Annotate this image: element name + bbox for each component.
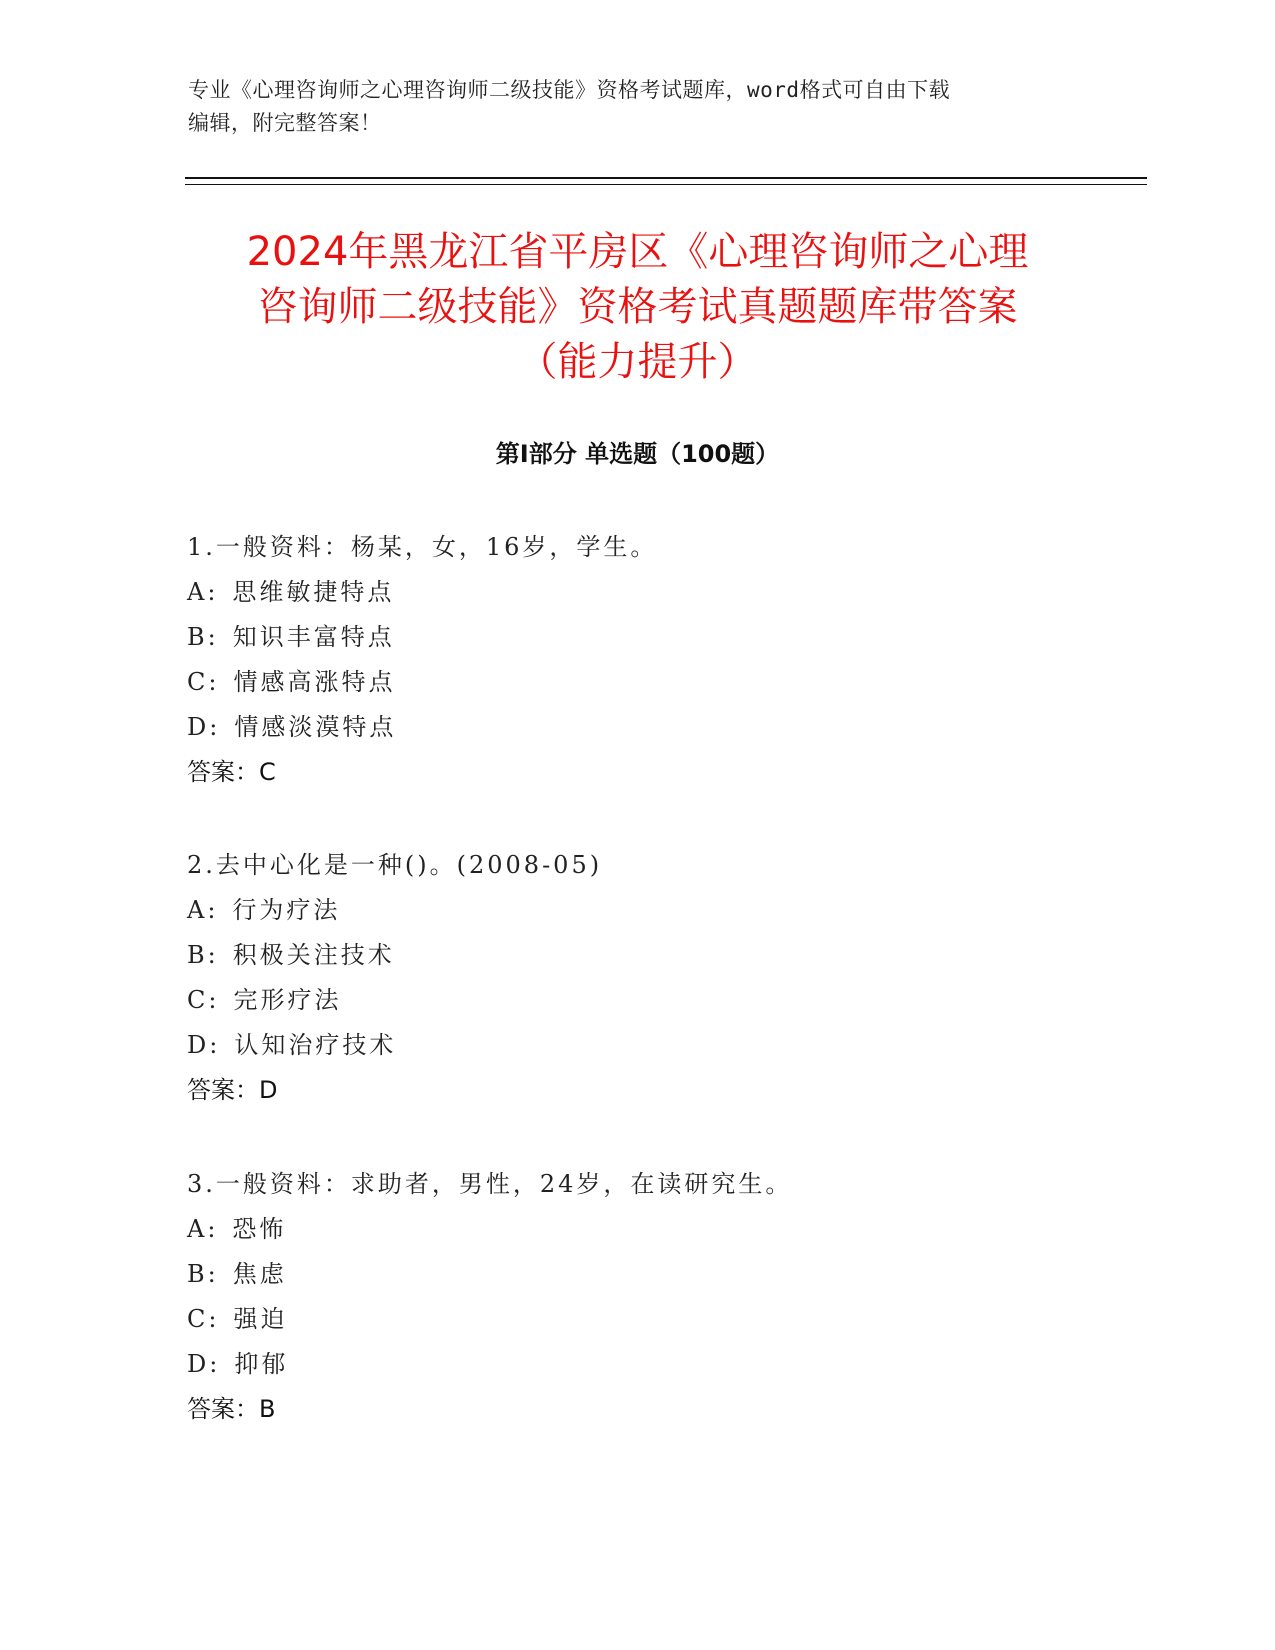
question-stem: 2.去中心化是一种()。(2008-05): [187, 851, 603, 879]
option-text: 行为疗法: [232, 896, 341, 924]
option-text: 恐怖: [232, 1215, 287, 1243]
option-b: [187, 933, 1087, 978]
answer: 答案：B: [187, 1395, 276, 1423]
option-label: C:: [187, 1305, 220, 1333]
option-text: 强迫: [233, 1305, 288, 1333]
option-a: [187, 570, 1087, 615]
option-label: B:: [187, 623, 219, 651]
option-label: D:: [187, 713, 221, 741]
question-stem: 1.一般资料：杨某，女，16岁，学生。: [187, 533, 658, 561]
header-divider-thick: [185, 177, 1147, 179]
option-text: 情感淡漠特点: [234, 713, 397, 741]
option-text: 焦虑: [232, 1260, 287, 1288]
option-label: D:: [187, 1350, 221, 1378]
option-d: [187, 1023, 1087, 1068]
question-3: [187, 1162, 1087, 1432]
header-note-line-1: 专业《心理咨询师之心理咨询师二级技能》资格考试题库，word格式可自由下载: [188, 78, 951, 102]
option-text: 思维敏捷特点: [232, 578, 395, 606]
option-c: [187, 978, 1087, 1023]
header-note-line-2: 编辑，附完整答案！: [188, 111, 382, 135]
question-1: [187, 525, 1087, 795]
option-c: [187, 660, 1087, 705]
option-a: [187, 1207, 1087, 1252]
section-heading: 第Ⅰ部分 单选题（100题）: [495, 440, 780, 468]
option-text: 认知治疗技术: [234, 1031, 397, 1059]
option-label: B:: [187, 1260, 219, 1288]
option-label: A:: [187, 578, 219, 606]
option-label: A:: [187, 896, 219, 924]
document-title-line-1: 2024年黑龙江省平房区《心理咨询师之心理: [246, 229, 1029, 275]
option-b: [187, 615, 1087, 660]
option-text: 知识丰富特点: [232, 623, 395, 651]
option-text: 情感高涨特点: [233, 668, 396, 696]
option-label: B:: [187, 941, 219, 969]
answer: 答案：D: [187, 1076, 278, 1104]
header-divider-thin: [185, 184, 1147, 185]
option-label: C:: [187, 668, 220, 696]
option-label: A:: [187, 1215, 219, 1243]
option-label: C:: [187, 986, 220, 1014]
document-title-line-2: 咨询师二级技能》资格考试真题题库带答案: [257, 284, 1018, 330]
option-a: [187, 888, 1087, 933]
document-title: [150, 225, 1125, 390]
option-text: 积极关注技术: [232, 941, 395, 969]
question-2: [187, 843, 1087, 1113]
question-stem: 3.一般资料：求助者，男性，24岁，在读研究生。: [187, 1170, 793, 1198]
option-d: [187, 1342, 1087, 1387]
option-label: D:: [187, 1031, 221, 1059]
header-note: [188, 74, 1088, 140]
document-title-line-3: （能力提升）: [517, 339, 758, 385]
option-text: 抑郁: [234, 1350, 289, 1378]
option-c: [187, 1297, 1087, 1342]
option-d: [187, 705, 1087, 750]
answer: 答案：C: [187, 758, 276, 786]
option-text: 完形疗法: [233, 986, 342, 1014]
option-b: [187, 1252, 1087, 1297]
